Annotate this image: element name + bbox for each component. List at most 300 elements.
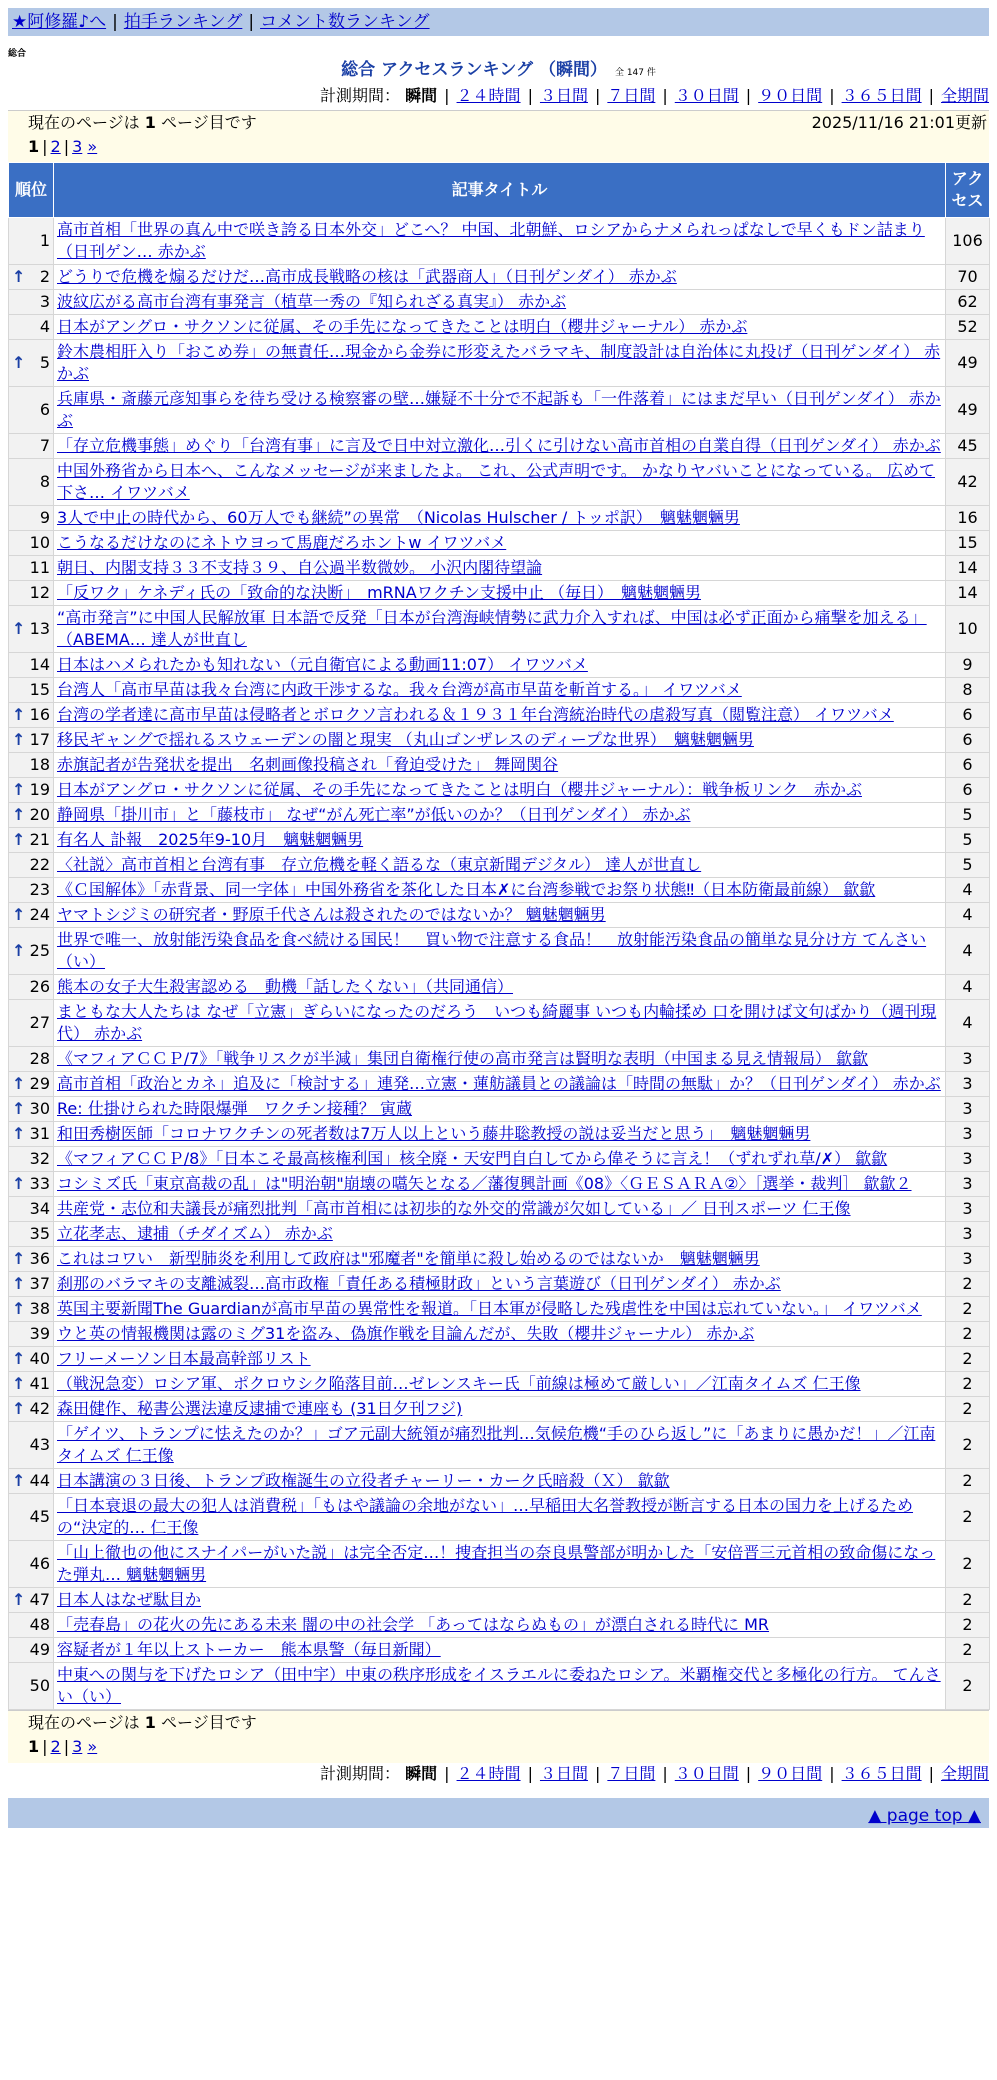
rank-cell	[9, 387, 54, 434]
next-page-link[interactable]: »	[87, 1737, 98, 1756]
title-cell	[54, 506, 946, 531]
table-row	[9, 1097, 990, 1122]
period-24h-link[interactable]: ２４時間	[456, 86, 521, 105]
table-row	[9, 218, 990, 265]
access-count: 2	[946, 1588, 990, 1613]
article-title-link[interactable]: 日本がアングロ・サクソンに従属、その手先になってきたことは明白（櫻井ジャーナル）：戦争板リンク 赤かぶ	[57, 780, 862, 799]
rank-cell	[9, 1372, 54, 1397]
access-count: 2	[946, 1613, 990, 1638]
table-row	[9, 1347, 990, 1372]
next-page-link[interactable]: »	[87, 137, 98, 156]
header-rank: 順位	[9, 163, 54, 218]
title-cell	[54, 1122, 946, 1147]
article-title-link[interactable]: Re: 仕掛けられた時限爆弾 ワクチン接種？ 寅蔵	[57, 1099, 413, 1118]
title-cell	[54, 1494, 946, 1541]
pagination-top: 1 | 2 | 3 »	[28, 137, 98, 156]
title-cell	[54, 1047, 946, 1072]
article-title-link[interactable]: 森田健作、秘書公選法違反逮捕で連座も (31日夕刊フジ)	[57, 1399, 463, 1418]
article-title-link[interactable]: まともな大人たちは なぜ「立憲」ぎらいになったのだろう いつも綺麗事 いつも内輪揉め 口を開けば文句ばかり（週刊現代） 赤かぶ	[57, 1002, 937, 1043]
article-title-link[interactable]: 日本はハメられたかも知れない（元自衛官による動画11:07） イワツバメ	[57, 655, 588, 674]
rank-cell	[9, 1000, 54, 1047]
table-row	[9, 1197, 990, 1222]
article-title-link[interactable]: 「反ワク」ケネディ氏の「致命的な決断」 mRNAワクチン支援中止 （毎日） 魑魅魍魎男	[57, 583, 701, 602]
table-row	[9, 853, 990, 878]
article-title-link[interactable]: ヤマトシジミの研究者・野原千代さんは殺されたのではないか？ 魑魅魍魎男	[57, 905, 606, 924]
article-title-link[interactable]: 「山上徹也の他にスナイパーがいた説」は完全否定…！捜査担当の奈良県警部が明かした「安倍晋三元首相の致命傷になった弾丸… 魑魅魍魎男	[57, 1543, 936, 1584]
period-30d-link[interactable]: ３０日間	[674, 1764, 739, 1783]
title-cell	[54, 1397, 946, 1422]
period-90d-link[interactable]: ９０日間	[758, 86, 823, 105]
rank-up-arrow-icon: ↑	[12, 1174, 26, 1193]
access-count: 3	[946, 1197, 990, 1222]
rank-cell	[9, 1122, 54, 1147]
article-title-link[interactable]: 《Ｃ国解体》「赤背景、同一字体」中国外務省を茶化した日本✗に台湾参戦でお祭り状態‼（日本防衛最前線） 歙歙	[57, 880, 876, 899]
title-cell	[54, 703, 946, 728]
article-title-link[interactable]: 中東への関与を下げたロシア（田中宇）中東の秩序形成をイスラエルに委ねたロシア。米覇権交代と多極化の行方。 てんさい（い）	[57, 1665, 941, 1706]
rank-number: 4	[39, 317, 50, 336]
article-title-link[interactable]: 有名人 訃報 2025年9-10月 魑魅魍魎男	[57, 830, 364, 849]
period-7d-link[interactable]: ７日間	[607, 1764, 656, 1783]
access-count: 5	[946, 853, 990, 878]
title-cell	[54, 778, 946, 803]
access-count: 106	[946, 218, 990, 265]
table-row	[9, 728, 990, 753]
table-row	[9, 1000, 990, 1047]
link-applause-ranking[interactable]: 拍手ランキング	[123, 12, 243, 32]
rank-number: 9	[39, 508, 50, 527]
article-title-link[interactable]: 3人で中止の時代から、60万人でも継続”の異常 （Nicolas Hulscher / トッポ訳） 魑魅魍魎男	[57, 508, 740, 527]
rank-cell	[9, 459, 54, 506]
table-row	[9, 1172, 990, 1197]
rank-number: 11	[29, 558, 50, 577]
rank-cell	[9, 1469, 54, 1494]
period-30d-link[interactable]: ３０日間	[674, 86, 739, 105]
article-title-link[interactable]: ウと英の情報機関は露のミグ31を盗み、偽旗作戦を目論んだが、失敗（櫻井ジャーナル） 赤かぶ	[57, 1324, 755, 1343]
title-cell	[54, 903, 946, 928]
article-title-link[interactable]: “高市発言”に中国人民解放軍 日本語で反発「日本が台湾海峡情勢に武力介入すれば、中国は必ず正面から痛撃を加える」（ABEMA… 達人が世直し	[57, 608, 927, 649]
rank-cell	[9, 1347, 54, 1372]
article-title-link[interactable]: 「存立危機事態」めぐり「台湾有事」に言及で日中対立激化…引くに引けない高市首相の自業自得（日刊ゲンダイ） 赤かぶ	[57, 436, 941, 455]
period-current: 瞬間	[405, 1764, 438, 1783]
table-row	[9, 556, 990, 581]
title-cell	[54, 728, 946, 753]
table-row	[9, 1638, 990, 1663]
rank-up-arrow-icon: ↑	[12, 619, 26, 638]
period-365d-link[interactable]: ３６５日間	[841, 86, 922, 105]
access-count: 2	[946, 1322, 990, 1347]
article-title-link[interactable]: 「売春島」の花火の先にある未来 闇の中の社会学 「あってはならぬもの」が漂白される時代に MR	[57, 1615, 770, 1634]
title-cell	[54, 290, 946, 315]
page-2-link[interactable]: 2	[50, 1737, 61, 1756]
rank-number: 1	[39, 231, 50, 250]
rank-number: 3	[39, 292, 50, 311]
rank-cell	[9, 1422, 54, 1469]
rank-number: 33	[29, 1174, 50, 1193]
table-row	[9, 975, 990, 1000]
table-row	[9, 928, 990, 975]
page-top-link[interactable]: ▲ page top ▲	[868, 1806, 981, 1826]
access-count: 70	[946, 265, 990, 290]
title-cell	[54, 1541, 946, 1588]
rank-number: 15	[29, 680, 50, 699]
access-count: 2	[946, 1372, 990, 1397]
rank-number: 22	[29, 855, 50, 874]
rank-up-arrow-icon: ↑	[12, 1074, 26, 1093]
title-cell	[54, 1322, 946, 1347]
rank-cell	[9, 1147, 54, 1172]
title-cell	[54, 678, 946, 703]
title-cell	[54, 1663, 946, 1710]
rank-number: 27	[29, 1013, 50, 1032]
table-row	[9, 803, 990, 828]
table-row	[9, 340, 990, 387]
table-row	[9, 1222, 990, 1247]
access-count: 4	[946, 975, 990, 1000]
rank-number: 23	[29, 880, 50, 899]
period-3d-link[interactable]: ３日間	[539, 1764, 588, 1783]
table-row	[9, 1588, 990, 1613]
rank-number: 34	[29, 1199, 50, 1218]
title-cell	[54, 1197, 946, 1222]
rank-up-arrow-icon: ↑	[12, 1124, 26, 1143]
table-row	[9, 290, 990, 315]
access-count: 2	[946, 1469, 990, 1494]
table-row	[9, 387, 990, 434]
rank-number: 10	[29, 533, 50, 552]
title-cell	[54, 1247, 946, 1272]
access-count: 15	[946, 531, 990, 556]
rank-up-arrow-icon: ↑	[12, 905, 26, 924]
title-cell	[54, 753, 946, 778]
rank-number: 46	[29, 1554, 50, 1573]
title-cell	[54, 606, 946, 653]
page-2-link[interactable]: 2	[50, 137, 61, 156]
page-status: 現在のページは 1 ページ目です	[28, 113, 257, 132]
article-title-link[interactable]: 容疑者が１年以上ストーカー 熊本県警（毎日新聞）	[57, 1640, 441, 1659]
access-count: 2	[946, 1638, 990, 1663]
top-nav-bar	[8, 8, 989, 36]
rank-number: 21	[29, 830, 50, 849]
article-title-link[interactable]: これはコワい 新型肺炎を利用して政府は"邪魔者"を簡単に殺し始めるのではないか 魑魅魍魎男	[57, 1249, 760, 1268]
title-cell	[54, 218, 946, 265]
article-title-link[interactable]: 《マフィアＣＣＰ/7》「戦争リスクが半減」集団自衛権行使の高市発言は賢明な表明（中国まる見え情報局） 歙歙	[57, 1049, 869, 1068]
rank-cell	[9, 218, 54, 265]
table-row	[9, 1494, 990, 1541]
rank-cell	[9, 1272, 54, 1297]
access-count: 14	[946, 581, 990, 606]
rank-number: 37	[29, 1274, 50, 1293]
rank-cell	[9, 290, 54, 315]
rank-number: 49	[29, 1640, 50, 1659]
article-title-link[interactable]: 兵庫県・斎藤元彦知事らを待ち受ける検察審の壁…嫌疑不十分で不起訴も「一件落着」にはまだ早い（日刊ゲンダイ） 赤かぶ	[57, 389, 941, 430]
article-title-link[interactable]: 赤旗記者が告発状を提出 名刺画像投稿され「脅迫受けた」 舞岡関谷	[57, 755, 559, 774]
rank-cell	[9, 1613, 54, 1638]
table-row	[9, 753, 990, 778]
access-count: 62	[946, 290, 990, 315]
rank-cell	[9, 1072, 54, 1097]
rank-up-arrow-icon: ↑	[12, 1299, 26, 1318]
article-title-link[interactable]: 日本がアングロ・サクソンに従属、その手先になってきたことは明白（櫻井ジャーナル） 赤かぶ	[57, 317, 748, 336]
article-title-link[interactable]: （戦況急変）ロシア軍、ポクロウシク陥落目前…ゼレンスキー氏「前線は極めて厳しい」／江南タイムズ 仁王像	[57, 1374, 861, 1393]
rank-up-arrow-icon: ↑	[12, 1399, 26, 1418]
article-title-link[interactable]: 立花孝志、逮捕（チダイズム） 赤かぶ	[57, 1224, 333, 1243]
access-count: 6	[946, 703, 990, 728]
rank-cell	[9, 853, 54, 878]
rank-number: 19	[29, 780, 50, 799]
title-cell	[54, 531, 946, 556]
title-cell	[54, 1347, 946, 1372]
title-cell	[54, 1613, 946, 1638]
article-title-link[interactable]: 共産党・志位和夫議長が痛烈批判「高市首相には初歩的な外交的常識が欠如している」／ 日刊スポーツ 仁王像	[57, 1199, 851, 1218]
access-count: 2	[946, 1272, 990, 1297]
rank-cell	[9, 828, 54, 853]
rank-number: 29	[29, 1074, 50, 1093]
rank-up-arrow-icon: ↑	[12, 1274, 26, 1293]
article-title-link[interactable]: 「ゲイツ、トランプに怯えたのか？」ゴア元副大統領が痛烈批判…気候危機“手のひら返し”に「あまりに愚かだ！」／江南タイムズ 仁王像	[57, 1424, 936, 1465]
article-title-link[interactable]: 台湾人「高市早苗は我々台湾に内政干渉するな。我々台湾が高市早苗を斬首する。」 イワツバメ	[57, 680, 742, 699]
rank-number: 26	[29, 977, 50, 996]
article-title-link[interactable]: 「日本衰退の最大の犯人は消費税」「もはや議論の余地がない」…早稲田大名誉教授が断言する日本の国力を上げるための“決定的… 仁王像	[57, 1496, 914, 1537]
article-title-link[interactable]: 波紋広がる高市台湾有事発言（植草一秀の『知られざる真実』） 赤かぶ	[57, 292, 567, 311]
article-title-link[interactable]: 《マフィアＣＣＰ/8》「日本こそ最高核権利国」核全廃・天安門自白してから偉そうに言え！（ずれずれ草/✗） 歙歙	[57, 1149, 888, 1168]
rank-number: 18	[29, 755, 50, 774]
rank-cell	[9, 556, 54, 581]
rank-up-arrow-icon: ↑	[12, 1471, 26, 1490]
access-count: 14	[946, 556, 990, 581]
table-row	[9, 581, 990, 606]
rank-number: 14	[29, 655, 50, 674]
access-count: 8	[946, 678, 990, 703]
article-title-link[interactable]: 和田秀樹医師「コロナワクチンの死者数は7万人以上という藤井聡教授の説は妥当だと思う」 魑魅魍魎男	[57, 1124, 811, 1143]
period-selector-bottom: 計測期間： 瞬間 | ２４時間 | ３日間 | ７日間 | ３０日間 | ９０日間 | ３６５日間 | 全期間	[320, 1764, 989, 1783]
rank-cell	[9, 1197, 54, 1222]
title-cell	[54, 1097, 946, 1122]
rank-cell	[9, 265, 54, 290]
table-row	[9, 606, 990, 653]
rank-cell	[9, 703, 54, 728]
title-cell	[54, 1469, 946, 1494]
title-cell	[54, 653, 946, 678]
access-count: 45	[946, 434, 990, 459]
rank-cell	[9, 1397, 54, 1422]
access-count: 3	[946, 1047, 990, 1072]
rank-cell	[9, 878, 54, 903]
table-row	[9, 903, 990, 928]
title-cell	[54, 1147, 946, 1172]
table-row	[9, 265, 990, 290]
rank-up-arrow-icon: ↑	[12, 1349, 26, 1368]
rank-cell	[9, 1247, 54, 1272]
access-count: 3	[946, 1072, 990, 1097]
rank-cell	[9, 1297, 54, 1322]
table-row	[9, 1613, 990, 1638]
item-count: 全 147 件	[614, 68, 656, 78]
page-info-bottom	[8, 1710, 989, 1763]
page-current: 1	[28, 137, 40, 156]
period-90d-link[interactable]: ９０日間	[758, 1764, 823, 1783]
article-title-link[interactable]: 高市首相「政治とカネ」追及に「検討する」連発…立憲・蓮舫議員との議論は「時間の無駄」か？（日刊ゲンダイ） 赤かぶ	[57, 1074, 941, 1093]
access-count: 3	[946, 1097, 990, 1122]
article-title-link[interactable]: どうりで危機を煽るだけだ…高市成長戦略の核は「武器商人」（日刊ゲンダイ） 赤かぶ	[57, 267, 677, 286]
title-cell	[54, 265, 946, 290]
table-row	[9, 1372, 990, 1397]
article-title-link[interactable]: 静岡県「掛川市」と「藤枝市」 なぜ“がん死亡率”が低いのか？（日刊ゲンダイ） 赤かぶ	[57, 805, 691, 824]
rank-cell	[9, 340, 54, 387]
access-count: 4	[946, 903, 990, 928]
page-current: 1	[28, 1737, 40, 1756]
pagination-bottom: 1 | 2 | 3 »	[28, 1737, 98, 1756]
rank-cell	[9, 928, 54, 975]
period-all-link[interactable]: 全期間	[940, 1764, 989, 1783]
article-title-link[interactable]: 熊本の女子大生殺害認める 動機「話したくない」（共同通信）	[57, 977, 514, 996]
title-cell	[54, 340, 946, 387]
rank-number: 35	[29, 1224, 50, 1243]
table-row	[9, 315, 990, 340]
rank-number: 12	[29, 583, 50, 602]
article-title-link[interactable]: 英国主要新聞The Guardianが高市早苗の異常性を報道。「日本軍が侵略した残虐性を中国は忘れていない。」 イワツバメ	[57, 1299, 922, 1318]
period-selector-top: 計測期間： 瞬間 | ２４時間 | ３日間 | ７日間 | ３０日間 | ９０日間 | ３６５日間 | 全期間	[320, 86, 989, 105]
article-title-link[interactable]: 高市首相「世界の真ん中で咲き誇る日本外交」どこへ？ 中国、北朝鮮、ロシアからナメられっぱなしで早くもドン詰まり（日刊ゲン… 赤かぶ	[57, 220, 925, 261]
rank-up-arrow-icon: ↑	[12, 830, 26, 849]
article-title-link[interactable]: 朝日、内閣支持３３不支持３９、自公過半数微妙。 小沢内閣待望論	[57, 558, 543, 577]
rank-cell	[9, 1047, 54, 1072]
table-row	[9, 1663, 990, 1710]
table-row	[9, 1272, 990, 1297]
article-title-link[interactable]: 鈴木農相肝入り「おこめ券」の無責任…現金から金券に形変えたバラマキ、制度設計は自治体に丸投げ（日刊ゲンダイ） 赤かぶ	[57, 342, 941, 383]
article-title-link[interactable]: 世界で唯一、放射能汚染食品を食べ続ける国民！ 買い物で注意する食品！ 放射能汚染食品の簡単な見分け方 てんさい（い）	[57, 930, 927, 971]
table-row	[9, 1072, 990, 1097]
separator: |	[248, 12, 255, 32]
title-cell	[54, 1422, 946, 1469]
title-cell	[54, 459, 946, 506]
rank-up-arrow-icon: ↑	[12, 941, 26, 960]
rank-up-arrow-icon: ↑	[12, 1374, 26, 1393]
table-row	[9, 459, 990, 506]
table-row	[9, 778, 990, 803]
access-count: 6	[946, 753, 990, 778]
article-title-link[interactable]: 〈社説〉高市首相と台湾有事 存立危機を軽く語るな（東京新聞デジタル） 達人が世直し	[57, 855, 702, 874]
access-count: 9	[946, 653, 990, 678]
article-title-link[interactable]: フリーメーソン日本最高幹部リスト	[57, 1349, 311, 1368]
table-row	[9, 878, 990, 903]
title-cell	[54, 1588, 946, 1613]
access-count: 49	[946, 340, 990, 387]
article-title-link[interactable]: こうなるだけなのにネトウヨって馬鹿だろホントw イワツバメ	[57, 533, 507, 552]
article-title-link[interactable]: 台湾の学者達に高市早苗は侵略者とボロクソ言われる＆１９３１年台湾統治時代の虐殺写真（閲覧注意） イワツバメ	[57, 705, 894, 724]
rank-number: 41	[29, 1374, 50, 1393]
article-title-link[interactable]: 日本人はなぜ駄目か	[57, 1590, 202, 1609]
rank-number: 42	[29, 1399, 50, 1418]
table-row	[9, 1469, 990, 1494]
table-row	[9, 506, 990, 531]
table-row	[9, 1247, 990, 1272]
title-cell	[54, 1172, 946, 1197]
rank-cell	[9, 1663, 54, 1710]
table-row	[9, 1122, 990, 1147]
rank-number: 17	[29, 730, 50, 749]
article-title-link[interactable]: コシミズ氏「東京高裁の乱」は"明治朝"崩壊の嚆矢となる／藩復興計画《08》〈ＧＥＳＡＲＡ②〉［選挙・裁判］ 歙歙２	[57, 1174, 912, 1193]
title-cell	[54, 803, 946, 828]
access-count: 5	[946, 803, 990, 828]
title-cell	[54, 315, 946, 340]
title-cell	[54, 1072, 946, 1097]
link-comment-ranking[interactable]: コメント数ランキング	[260, 12, 430, 32]
period-label: 計測期間：	[320, 1764, 401, 1783]
period-3d-link[interactable]: ３日間	[539, 86, 588, 105]
table-row	[9, 678, 990, 703]
rank-number: 48	[29, 1615, 50, 1634]
rank-number: 32	[29, 1149, 50, 1168]
access-count: 3	[946, 1222, 990, 1247]
access-count: 2	[946, 1494, 990, 1541]
rank-number: 39	[29, 1324, 50, 1343]
table-row	[9, 531, 990, 556]
rank-number: 43	[29, 1435, 50, 1454]
period-7d-link[interactable]: ７日間	[607, 86, 656, 105]
rank-number: 38	[29, 1299, 50, 1318]
article-title-link[interactable]: 中国外務省から日本へ、こんなメッセージが来ましたよ。 これ、公式声明です。 かなりヤバいことになっている。 広めて下さ… イワツバメ	[57, 461, 935, 502]
article-title-link[interactable]: 日本講演の３日後、トランプ政権誕生の立役者チャーリー・カーク氏暗殺（Ｘ） 歙歙	[57, 1471, 670, 1490]
rank-up-arrow-icon: ↑	[12, 780, 26, 799]
category-label: 総合	[8, 49, 27, 59]
page-3-link[interactable]: 3	[72, 137, 83, 156]
access-count: 3	[946, 1147, 990, 1172]
title-cell	[54, 1638, 946, 1663]
access-count: 16	[946, 506, 990, 531]
period-all-link[interactable]: 全期間	[940, 86, 989, 105]
rank-cell	[9, 1322, 54, 1347]
access-count: 10	[946, 606, 990, 653]
rank-number: 45	[29, 1507, 50, 1526]
access-count: 2	[946, 1347, 990, 1372]
title-cell	[54, 387, 946, 434]
rank-number: 8	[39, 472, 50, 491]
updated-timestamp: 2025/11/16 21:01更新	[811, 113, 987, 132]
access-count: 6	[946, 728, 990, 753]
period-365d-link[interactable]: ３６５日間	[841, 1764, 922, 1783]
link-ashura-top[interactable]: ★阿修羅♪へ	[12, 12, 107, 32]
top-nav-links	[12, 12, 430, 32]
title-cell	[54, 928, 946, 975]
period-current: 瞬間	[405, 86, 438, 105]
title-cell	[54, 1372, 946, 1397]
access-count: 3	[946, 1172, 990, 1197]
access-count: 4	[946, 928, 990, 975]
title-cell	[54, 853, 946, 878]
article-title-link[interactable]: 移民ギャングで揺れるスウェーデンの闇と現実 （丸山ゴンザレスのディープな世界） 魑魅魍魎男	[57, 730, 754, 749]
rank-cell	[9, 1638, 54, 1663]
access-count: 52	[946, 315, 990, 340]
table-row	[9, 703, 990, 728]
rank-up-arrow-icon: ↑	[12, 730, 26, 749]
rank-cell	[9, 1588, 54, 1613]
rank-cell	[9, 903, 54, 928]
rank-number: 28	[29, 1049, 50, 1068]
page-3-link[interactable]: 3	[72, 1737, 83, 1756]
table-row	[9, 1397, 990, 1422]
rank-cell	[9, 778, 54, 803]
ranking-table	[8, 162, 990, 1710]
article-title-link[interactable]: 刹那のバラマキの支離滅裂…高市政権「責任ある積極財政」という言葉遊び（日刊ゲンダイ） 赤かぶ	[57, 1274, 781, 1293]
table-row	[9, 1297, 990, 1322]
rank-cell	[9, 531, 54, 556]
access-count: 4	[946, 878, 990, 903]
table-row	[9, 1422, 990, 1469]
rank-cell	[9, 581, 54, 606]
access-count: 5	[946, 828, 990, 853]
rank-cell	[9, 975, 54, 1000]
period-24h-link[interactable]: ２４時間	[456, 1764, 521, 1783]
